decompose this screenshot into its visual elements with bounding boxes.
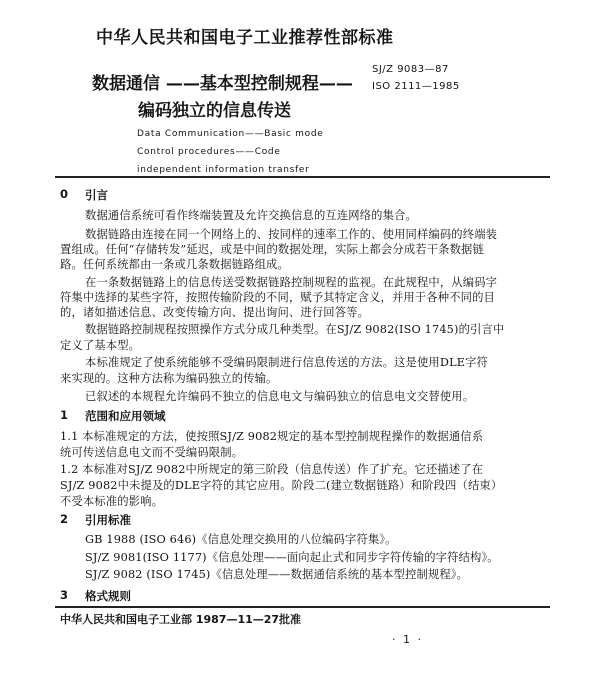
header-divider <box>55 176 550 178</box>
section-title: 引用标准 <box>85 513 131 527</box>
section-number: 2 <box>60 512 69 526</box>
section-title: 范围和应用领域 <box>85 409 166 423</box>
section-number: 3 <box>60 588 69 602</box>
section-number: 0 <box>60 187 69 201</box>
english-title-line: independent information transfer <box>137 165 310 175</box>
paragraph-line: 本标准规定了使系统能够不受编码限制进行信息传送的方法。这是使用DLE字符 <box>85 356 489 369</box>
reference-item: GB 1988 (ISO 646)《信息处理交换用的八位编码字符集》。 <box>85 533 397 546</box>
paragraph-line: 1.1 本标准规定的方法，使按照SJ/Z 9082规定的基本型控制规程操作的数据通信系 <box>60 430 484 443</box>
footer-divider <box>55 606 550 608</box>
reference-item: SJ/Z 9081(ISO 1177)《信息处理——面向起止式和同步字符传输的字符结构》。 <box>85 551 499 564</box>
standard-number: SJ/Z 9083—87 <box>372 64 449 75</box>
paragraph-line: 定义了基本型。 <box>60 339 141 352</box>
paragraph-line: 数据链路由连接在同一个网络上的、按同样的速率工作的、使用同样编码的终端装 <box>85 228 498 241</box>
section-number: 1 <box>60 408 69 422</box>
paragraph-line: 统可传送信息电文而不受编码限制。 <box>60 446 244 459</box>
paragraph-line: 置组成。任何“存储转发”延迟，或是中间的数据处理，实际上都会分成若干条数据链 <box>60 243 484 256</box>
english-title-line: Control procedures——Code <box>137 147 281 157</box>
paragraph-line: 已叙述的本规程允许编码不独立的信息电文与编码独立的信息电文交替使用。 <box>85 390 475 403</box>
paragraph-line: 在一条数据链路上的信息传送受数据链路控制规程的监视。在此规程中，从编码字 <box>85 276 498 289</box>
english-title-line: Data Communication——Basic mode <box>137 129 324 139</box>
issuing-authority: 中华人民共和国电子工业推荐性部标准 <box>96 28 394 48</box>
paragraph-line: SJ/Z 9082中未提及的DLE字符的其它应用。阶段二(建立数据链路）和阶段四（结束） <box>60 479 503 492</box>
paragraph-line: 数据链路控制规程按照操作方式分成几种类型。在SJ/Z 9082(ISO 1745)的引言中 <box>85 323 505 336</box>
section-title: 格式规则 <box>85 589 131 603</box>
page-number: · 1 · <box>392 633 423 646</box>
iso-number: ISO 2111—1985 <box>372 81 460 92</box>
paragraph-line: 来实现的。这种方法称为编码独立的传输。 <box>60 372 278 385</box>
approval-line: 中华人民共和国电子工业部 1987—11—27批准 <box>60 613 302 626</box>
document-title-line2: 编码独立的信息传送 <box>138 101 291 121</box>
reference-item: SJ/Z 9082 (ISO 1745)《信息处理——数据通信系统的基本型控制规程》。 <box>85 568 469 581</box>
paragraph-line: 的，诸如描述信息、改变传输方向、提出询问、进行回答等。 <box>60 306 370 319</box>
section-title: 引言 <box>85 188 108 202</box>
english-title <box>137 125 324 179</box>
paragraph-line: 1.2 本标准对SJ/Z 9082中所规定的第三阶段（信息传送）作了扩充。它还描述了在 <box>60 463 484 476</box>
paragraph-line: 不受本标准的影响。 <box>60 495 164 508</box>
paragraph-line: 路。任何系统都由一条或几条数据链路组成。 <box>60 258 289 271</box>
document-title-line1: 数据通信 ——基本型控制规程—— <box>92 74 353 94</box>
paragraph-line: 数据通信系统可看作终端装置及允许交换信息的互连网络的集合。 <box>85 209 417 222</box>
paragraph-line: 符集中选择的某些字符，按照传输阶段的不同，赋予其特定含义，并用于各种不同的目 <box>60 291 495 304</box>
